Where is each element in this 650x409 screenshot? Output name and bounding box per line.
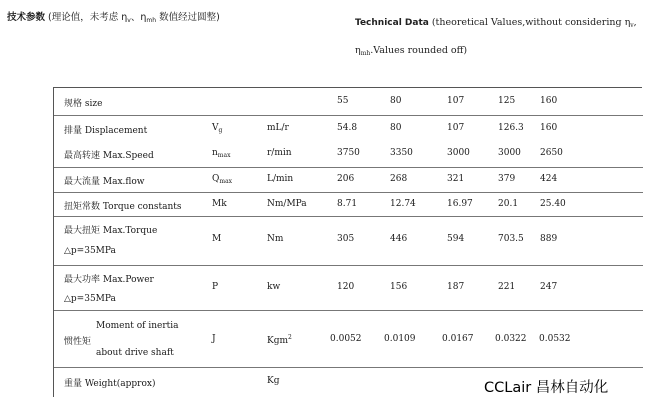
value-cell: 3000 (498, 148, 521, 158)
unit-cell: Kgm$^2$ (267, 334, 292, 346)
symbol-cell: $V_g$ (212, 123, 223, 134)
row-label-bottom: about drive shaft (96, 348, 174, 358)
value-cell: 0.0322 (495, 334, 527, 344)
row-label: 规格 size (64, 99, 103, 109)
row-label: 最大流量 Max.flow (64, 177, 145, 187)
table-row-size (54, 88, 643, 116)
value-cell: 0.0052 (330, 334, 362, 344)
table-row-torque-constants (54, 193, 643, 217)
value-cell: 379 (498, 174, 516, 184)
row-label-top: Moment of inertia (96, 321, 179, 331)
unit-cell: mL/r (267, 123, 289, 133)
symbol-cell: J (212, 334, 216, 344)
value-cell: 80 (390, 96, 402, 106)
value-cell: 0.0167 (442, 334, 474, 344)
value-cell: 2650 (540, 148, 563, 158)
value-cell: 424 (540, 174, 558, 184)
symbol-cell: M (212, 234, 222, 244)
watermark-logo: CCLair 昌林自动化 (484, 380, 609, 396)
value-cell: 156 (390, 282, 408, 292)
value-cell: 160 (540, 123, 558, 133)
chinese-heading (7, 9, 220, 24)
value-cell: 12.74 (390, 199, 416, 209)
value-cell: 0.0532 (539, 334, 571, 344)
unit-cell: L/min (267, 174, 294, 184)
value-cell: 20.1 (498, 199, 519, 209)
chinese-title: 技术参数 (7, 12, 46, 23)
value-cell: 16.97 (447, 199, 473, 209)
english-note-eta: η (355, 45, 361, 56)
value-cell: 160 (540, 96, 558, 106)
symbol-cell: $n_{max}$ (212, 148, 231, 159)
value-cell: 221 (498, 282, 516, 292)
row-label-condition: △p=35MPa (64, 246, 116, 256)
english-note-line1: (theoretical Values,without considering η (428, 17, 631, 28)
chinese-note-end: 数值经过圆整) (156, 12, 220, 23)
value-cell: 247 (540, 282, 558, 292)
value-cell: 55 (337, 96, 349, 106)
value-cell: 321 (447, 174, 465, 184)
value-cell: 889 (540, 234, 558, 244)
table-row-displacement (54, 116, 643, 142)
english-note-line2-end: .Values rounded off) (370, 45, 468, 56)
unit-cell: Nm/MPa (267, 199, 307, 209)
value-cell: 107 (447, 123, 465, 133)
table-row-moment-of-inertia (54, 311, 643, 368)
row-label: 重量 Weight(approx) (64, 379, 156, 389)
unit-cell: r/min (267, 148, 292, 158)
value-cell: 3750 (337, 148, 360, 158)
unit-cell: Kg (267, 376, 280, 386)
value-cell: 446 (390, 234, 408, 244)
technical-data-table (53, 87, 642, 397)
english-heading (355, 10, 645, 66)
value-cell: 3350 (390, 148, 413, 158)
english-note-line1-end: , (633, 17, 637, 28)
row-label: 惯性矩 (64, 337, 92, 347)
row-label: 排量 Displacement (64, 126, 148, 136)
value-cell: 3000 (447, 148, 470, 158)
value-cell: 54.8 (337, 123, 358, 133)
row-label: 最高转速 Max.Speed (64, 151, 154, 161)
row-label-condition: △p=35MPa (64, 294, 116, 304)
chinese-note-sub-v: v (127, 17, 131, 24)
row-label: 扭矩常数 Torque constants (64, 202, 182, 212)
table-row-max-torque (54, 217, 643, 266)
value-cell: 80 (390, 123, 402, 133)
chinese-note-mid: 、η (130, 12, 147, 23)
unit-cell: kw (267, 282, 281, 292)
value-cell: 206 (337, 174, 355, 184)
table-row-max-speed (54, 142, 643, 168)
value-cell: 8.71 (337, 199, 358, 209)
value-cell: 120 (337, 282, 355, 292)
table-row-max-flow (54, 168, 643, 193)
chinese-note: (理论值，未考虑 η (48, 12, 128, 23)
symbol-cell: Mk (212, 199, 227, 209)
value-cell: 703.5 (498, 234, 524, 244)
english-note-sub-mh: mh (360, 50, 371, 57)
english-note-sub-v: v (630, 22, 634, 29)
chinese-note-sub-mh: mh (146, 17, 157, 24)
value-cell: 25.40 (540, 199, 566, 209)
value-cell: 187 (447, 282, 465, 292)
value-cell: 0.0109 (384, 334, 416, 344)
value-cell: 107 (447, 96, 465, 106)
value-cell: 125 (498, 96, 516, 106)
row-label: 最大扭矩 Max.Torque (64, 226, 158, 236)
unit-cell: Nm (267, 234, 284, 244)
table-row-max-power (54, 266, 643, 311)
value-cell: 126.3 (498, 123, 524, 133)
row-label: 最大功率 Max.Power (64, 275, 154, 285)
value-cell: 305 (337, 234, 355, 244)
symbol-cell: $Q_{max}$ (212, 174, 233, 185)
symbol-cell: P (212, 282, 219, 292)
english-title: Technical Data (355, 18, 429, 28)
value-cell: 268 (390, 174, 408, 184)
value-cell: 594 (447, 234, 465, 244)
